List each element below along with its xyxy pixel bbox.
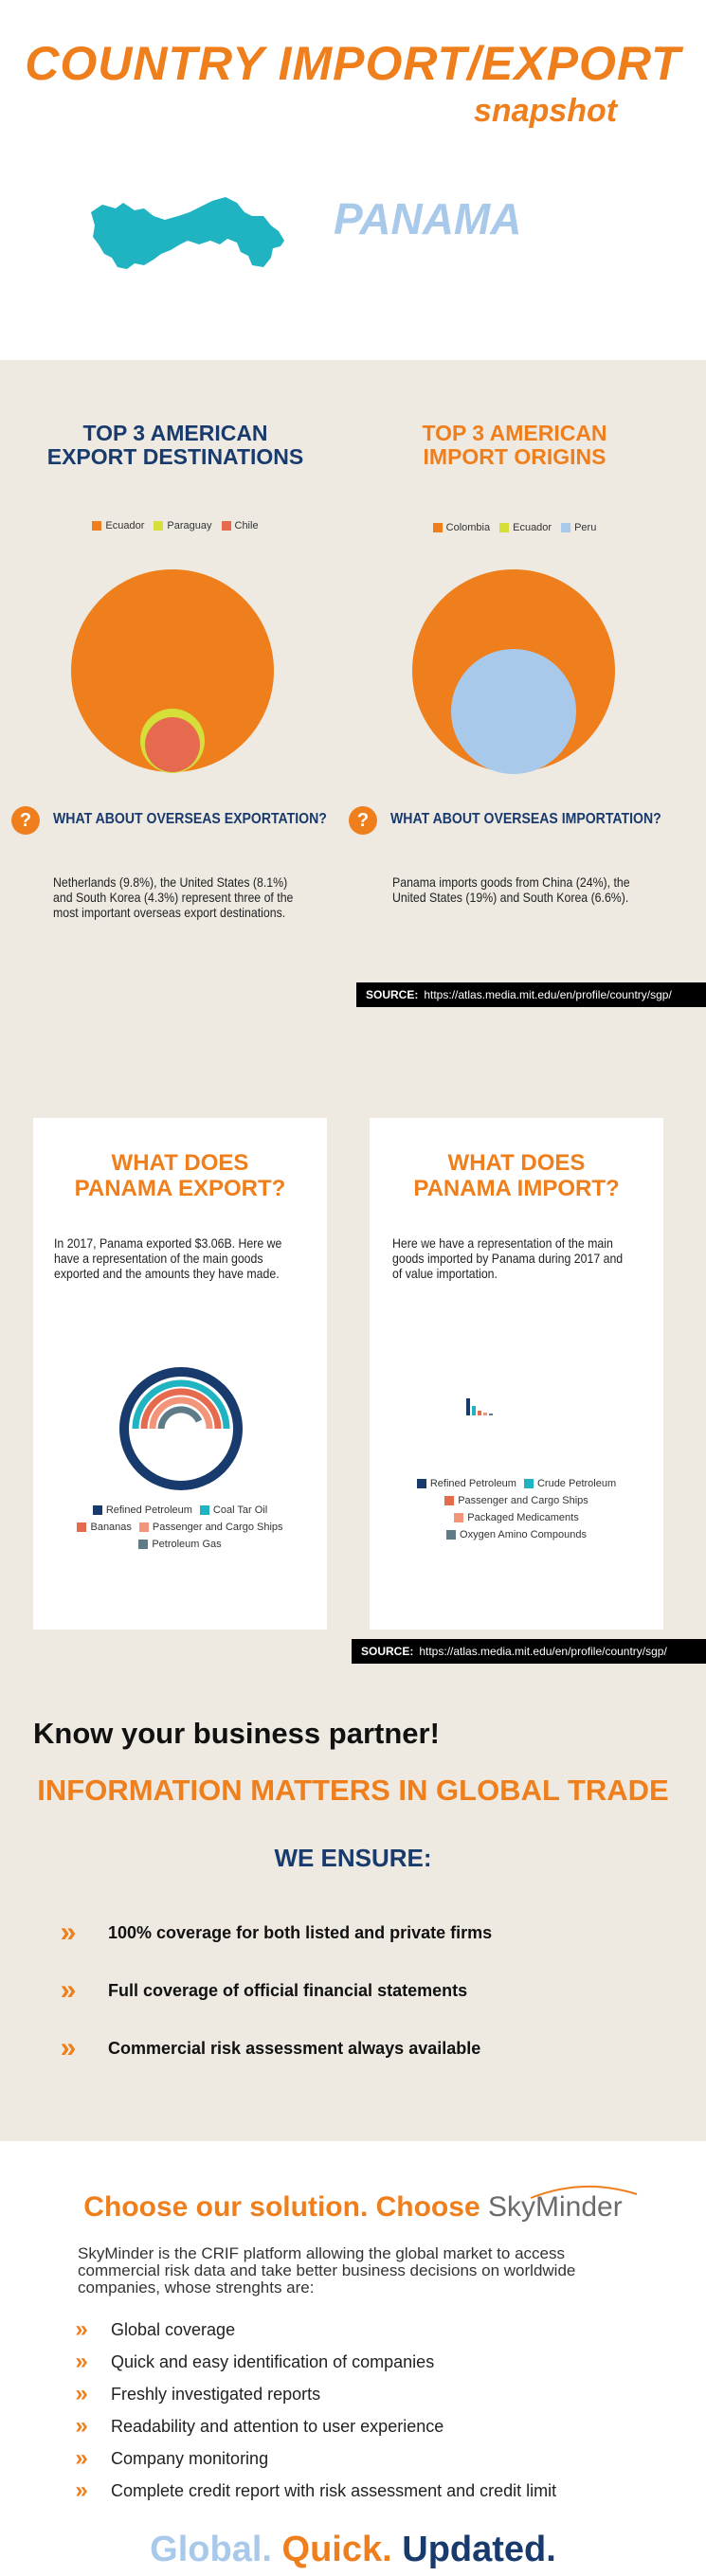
legend-item (222, 520, 259, 531)
legend-swatch (139, 1522, 149, 1532)
bar-refined-petroleum (466, 1398, 470, 1415)
chevron-right-icon: » (75, 2477, 88, 2503)
legend-label: Colombia (445, 522, 491, 533)
page-subtitle: snapshot (474, 93, 618, 129)
source-link[interactable]: https://atlas.media.mit.edu/en/profile/country/sgp/ (424, 988, 672, 1001)
legend-item (433, 522, 490, 533)
feature-text: Quick and easy identification of companies (111, 2351, 435, 2371)
legend-item (499, 522, 552, 533)
source-bar (352, 1639, 706, 1664)
chevron-right-icon: » (60, 1974, 77, 2006)
legend-label: Oxygen Amino Compounds (460, 1529, 587, 1540)
slogan (0, 2530, 706, 2570)
feature-text: Company monitoring (111, 2448, 269, 2468)
radial-petroleum-gas (161, 1410, 199, 1429)
chevron-right-icon: » (75, 2316, 88, 2342)
export-card-text: In 2017, Panama exported $3.06B. Here we have a representation of the main goods exported and the amounts they have made. (54, 1235, 282, 1281)
ensure-bullet (55, 1976, 467, 2005)
legend-label: Peru (574, 522, 597, 533)
legend-swatch (454, 1513, 463, 1522)
legend-swatch (77, 1522, 86, 1532)
legend-swatch (561, 523, 570, 532)
import-card-title-line1: WHAT DOES (447, 1150, 586, 1176)
legend-swatch (93, 1505, 102, 1515)
source-label: SOURCE: (366, 988, 419, 1001)
feature-list (71, 2314, 556, 2507)
feature-text: Readability and attention to user experience (111, 2416, 444, 2436)
slogan-word-updated: Updated. (402, 2530, 556, 2569)
legend-item (200, 1504, 267, 1516)
import-card-text: Here we have a representation of the main goods imported by Panama during 2017 and of value importation. (392, 1235, 624, 1281)
bar-passenger-cargo-ships (478, 1411, 481, 1415)
export-card-title-line2: PANAMA EXPORT? (74, 1176, 286, 1201)
legend-item (154, 520, 211, 531)
legend-swatch (433, 523, 443, 532)
chevron-right-icon: » (75, 2349, 88, 2374)
chevron-right-icon: » (60, 1917, 77, 1948)
import-bubble-chart (407, 567, 621, 777)
import-bar-chart (466, 1395, 514, 1417)
bullet-text: Full coverage of official financial statements (108, 1980, 468, 2000)
legend-item (138, 1539, 221, 1550)
import-title-line2: IMPORT ORIGINS (423, 444, 606, 469)
ensure-bullet (55, 1918, 492, 1947)
legend-item (524, 1478, 616, 1489)
legend-swatch (524, 1479, 534, 1488)
legend-swatch (92, 521, 101, 531)
bullet-text: 100% coverage for both listed and private firms (108, 1922, 493, 1942)
legend-swatch (138, 1540, 148, 1549)
feature-item (71, 2378, 556, 2410)
legend-label: Petroleum Gas (152, 1539, 222, 1550)
import-title-line1: TOP 3 AMERICAN (422, 421, 607, 445)
legend-label: Refined Petroleum (105, 1504, 192, 1516)
feature-item (71, 2442, 556, 2475)
chevron-right-icon: » (75, 2381, 88, 2406)
logo-swoosh-icon (527, 2183, 641, 2200)
partner-heading: Know your business partner! (33, 1717, 440, 1750)
export-legend (19, 520, 332, 531)
legend-label: Bananas (90, 1522, 132, 1533)
legend-label: Packaged Medicaments (467, 1512, 579, 1523)
feature-item (71, 2410, 556, 2442)
legend-swatch (499, 523, 509, 532)
feature-item (71, 2475, 556, 2507)
legend-label: Ecuador (105, 520, 145, 531)
export-title-line2: EXPORT DESTINATIONS (46, 444, 304, 469)
overseas-export-text: Netherlands (9.8%), the United States (8.1%) and South Korea (4.3%) represent three of the most important overseas export destinations. (53, 874, 294, 920)
import-origins-title (358, 422, 671, 469)
import-card-legend (370, 1475, 663, 1543)
legend-swatch (222, 521, 231, 531)
solution-heading-text: Choose our solution. Choose (83, 2191, 480, 2223)
export-destinations-title (19, 422, 332, 469)
export-radial-chart (118, 1365, 244, 1492)
legend-label: Coal Tar Oil (212, 1504, 268, 1516)
import-card-title-line2: PANAMA IMPORT? (413, 1176, 620, 1201)
partner-subheading: INFORMATION MATTERS IN GLOBAL TRADE (37, 1774, 669, 1807)
solution-description: SkyMinder is the CRIF platform allowing the global market to access commercial risk data and take better business decisions on worldwide companies, whose strenghts are: (78, 2244, 576, 2297)
bullet-text: Commercial risk assessment always available (108, 2038, 481, 2058)
legend-item (446, 1529, 587, 1540)
source-bar (356, 982, 706, 1007)
import-legend (358, 522, 671, 533)
legend-label: Ecuador (513, 522, 552, 533)
legend-item (454, 1512, 578, 1523)
source-link[interactable]: https://atlas.media.mit.edu/en/profile/country/sgp/ (419, 1645, 667, 1658)
question-icon: ? (349, 806, 377, 835)
legend-item (92, 520, 144, 531)
feature-text: Global coverage (111, 2319, 236, 2339)
legend-label: Passenger and Cargo Ships (152, 1522, 283, 1533)
feature-text: Freshly investigated reports (111, 2384, 321, 2404)
ensure-bullet (55, 2034, 480, 2063)
skyminder-logo: SkyMinder (487, 2191, 623, 2223)
legend-swatch (444, 1496, 454, 1505)
legend-item (561, 522, 596, 533)
legend-item (417, 1478, 516, 1489)
legend-item (444, 1495, 588, 1506)
export-title-line1: TOP 3 AMERICAN (82, 421, 268, 445)
country-name: PANAMA (334, 194, 522, 243)
legend-item (93, 1504, 192, 1516)
legend-label: Crude Petroleum (536, 1478, 617, 1489)
overseas-import-heading: WHAT ABOUT OVERSEAS IMPORTATION? (390, 811, 661, 827)
bar-crude-petroleum (472, 1406, 476, 1415)
ensure-heading: WE ENSURE: (274, 1844, 432, 1872)
overseas-import-text: Panama imports goods from China (24%), the United States (19%) and South Korea (6.6%). (392, 874, 630, 905)
export-card-title (33, 1150, 327, 1201)
export-card-legend (33, 1502, 327, 1553)
overseas-export-heading: WHAT ABOUT OVERSEAS EXPORTATION? (53, 811, 327, 827)
bubble-chile (145, 717, 200, 772)
chevron-right-icon: » (75, 2413, 88, 2439)
legend-swatch (446, 1530, 456, 1540)
question-icon: ? (11, 806, 40, 835)
feature-item (71, 2314, 556, 2346)
export-bubble-chart (66, 567, 280, 777)
feature-text: Complete credit report with risk assessment and credit limit (111, 2480, 557, 2500)
legend-swatch (200, 1505, 209, 1515)
source-label: SOURCE: (361, 1645, 414, 1658)
legend-item (77, 1522, 131, 1533)
panama-map-icon (85, 188, 294, 282)
bar-oxygen-amino-compounds (489, 1414, 493, 1415)
page-title: COUNTRY IMPORT/EXPORT (25, 37, 681, 90)
chevron-right-icon: » (60, 2032, 77, 2063)
legend-label: Paraguay (167, 520, 212, 531)
feature-item (71, 2346, 556, 2378)
legend-label: Passenger and Cargo Ships (458, 1495, 588, 1506)
bubble-peru (451, 649, 576, 774)
legend-swatch (154, 521, 163, 531)
legend-label: Chile (234, 520, 259, 531)
legend-label: Refined Petroleum (429, 1478, 516, 1489)
export-card-title-line1: WHAT DOES (111, 1150, 249, 1176)
chevron-right-icon: » (75, 2445, 88, 2471)
import-card-title (370, 1150, 663, 1201)
slogan-word-quick: Quick. (281, 2530, 392, 2569)
legend-item (139, 1522, 283, 1533)
bar-packaged-medicaments (483, 1413, 487, 1415)
slogan-word-global: Global. (150, 2530, 272, 2569)
legend-swatch (417, 1479, 426, 1488)
